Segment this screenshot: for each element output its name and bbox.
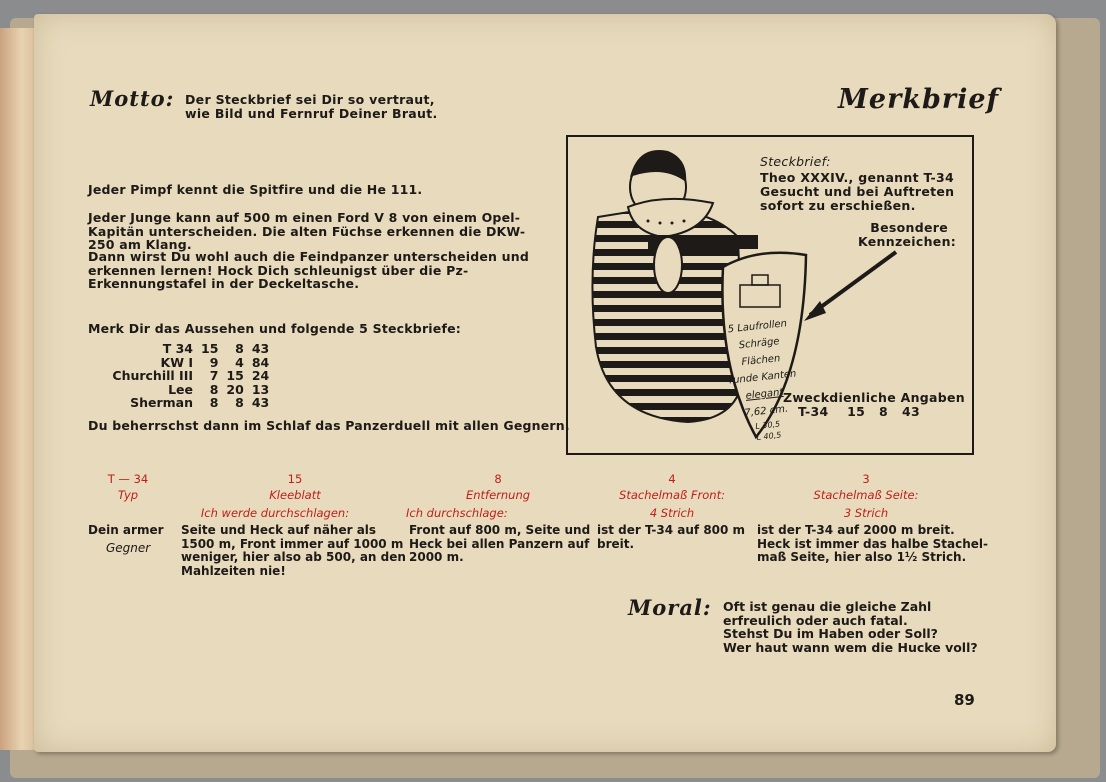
steckbrief-line: Gesucht und bei Auftreten: [760, 184, 955, 199]
zweck-label: Zweckdienliche Angaben: [783, 390, 966, 405]
body-line: weniger, hier also ab 500, an den: [181, 550, 406, 564]
moral-line: erfreulich oder auch fatal.: [723, 612, 908, 628]
column-body: [181, 524, 406, 578]
tank-code-table: [108, 342, 269, 410]
steckbrief-label: Steckbrief:: [760, 154, 831, 169]
moral-line: Oft ist genau die gleiche Zahl: [723, 599, 932, 614]
motto-label: Motto:: [90, 86, 175, 111]
shield-line: L 30,5: [754, 419, 781, 432]
shield-line: 7,62 cm.: [743, 403, 789, 420]
body-line: Seite und Heck auf näher als: [181, 523, 377, 537]
body-line: ist der T-34 auf 2000 m breit.: [757, 523, 955, 537]
shield-line: 5 Laufrollen: [727, 318, 788, 336]
page-number: 89: [954, 691, 975, 709]
column-body: [757, 524, 988, 565]
body-line: breit.: [597, 536, 635, 551]
motto-line: wie Bild und Fernruf Deiner Braut.: [185, 106, 438, 121]
moral-text: [723, 600, 978, 654]
paragraph: Du beherrschst dann im Schlaf das Panzerduell mit allen Gegnern.: [88, 418, 570, 433]
column-top: 4: [668, 472, 676, 486]
table-row: T 34 15 8 43: [162, 341, 270, 356]
shield-line: elegant: [745, 386, 784, 402]
column-body: [597, 524, 745, 551]
table-row: Churchill III 7 15 24: [112, 368, 270, 383]
column-hint: Ich werde durchschlagen:: [200, 506, 350, 520]
body-line: Mahlzeiten nie!: [181, 563, 286, 578]
steckbrief-text: [760, 171, 954, 213]
column-sub: Entfernung: [465, 488, 531, 502]
steckbrief-line: sofort zu erschießen.: [760, 198, 916, 213]
column-sub: Kleeblatt: [269, 488, 321, 502]
motto-line: Der Steckbrief sei Dir so vertraut,: [185, 92, 435, 107]
motto-text: [185, 93, 438, 121]
besondere-kennzeichen: [858, 220, 957, 249]
paragraph: Jeder Pimpf kennt die Spitfire und die He 111.: [88, 182, 423, 197]
column-sub: Typ: [117, 488, 139, 502]
body-line: 2000 m.: [409, 550, 464, 564]
besondere-line: Kennzeichen:: [858, 234, 957, 249]
table-row: KW I 9 4 84: [160, 354, 270, 370]
shield-text: [718, 314, 809, 445]
body-line: Heck bei allen Panzern auf: [409, 536, 590, 551]
column-top: 3: [862, 472, 870, 486]
paragraph: Merk Dir das Aussehen und folgende 5 Steckbriefe:: [88, 321, 461, 336]
column-hint: 3 Strich: [843, 506, 889, 520]
column-body: Gegner: [106, 541, 151, 555]
zweck-codes: T-34 15 8 43: [798, 404, 920, 419]
moral-line: Stehst Du im Haben oder Soll?: [723, 626, 938, 641]
column-hint: 4 Strich: [649, 506, 695, 520]
body-line: ist der T-34 auf 800 m: [597, 523, 746, 537]
body-line: maß Seite, hier also 1½ Strich.: [757, 550, 967, 564]
column-sub: Stachelmaß Seite:: [813, 488, 919, 502]
steckbrief-line: Theo XXXIV., genannt T-34: [760, 170, 954, 185]
table-row: Sherman 8 8 43: [130, 395, 270, 410]
paragraph: Jeder Junge kann auf 500 m einen Ford V 8 von einem Opel-Kapitän unterscheiden. Die alten Füchse erkennen die DKW-250 am Klang.: [88, 210, 526, 252]
column-body: Dein armer: [88, 523, 164, 537]
table-row: Lee 8 20 13: [168, 381, 270, 397]
body-line: Heck ist immer das halbe Stachel-: [757, 536, 989, 551]
shield-line: Schräge Flächen: [738, 336, 781, 369]
shield-line: L 40,5: [756, 430, 782, 442]
column-top: 8: [494, 472, 502, 486]
left-page-edge: [0, 28, 37, 750]
body-line: 1500 m, Front immer auf 1000 m: [181, 536, 404, 551]
column-sub: Stachelmaß Front:: [619, 488, 725, 502]
page-title: Merkbrief: [838, 84, 1000, 115]
paragraph: Dann wirst Du wohl auch die Feindpanzer unterscheiden und erkennen lernen! Hock Dich schleunigst über die Pz-Erkennungstafel in der Deckeltasche.: [88, 249, 530, 291]
moral-line: Wer haut wann wem die Hucke voll?: [723, 639, 978, 655]
besondere-line: Besondere: [870, 220, 948, 235]
column-top: T — 34: [107, 472, 149, 486]
column-top: 15: [287, 472, 303, 486]
shield-line: runde Kanten: [728, 368, 797, 387]
moral-label: Moral:: [628, 595, 712, 620]
body-line: Front auf 800 m, Seite und: [409, 523, 591, 537]
column-body: [409, 524, 590, 565]
column-hint: Ich durchschlage:: [406, 506, 508, 520]
